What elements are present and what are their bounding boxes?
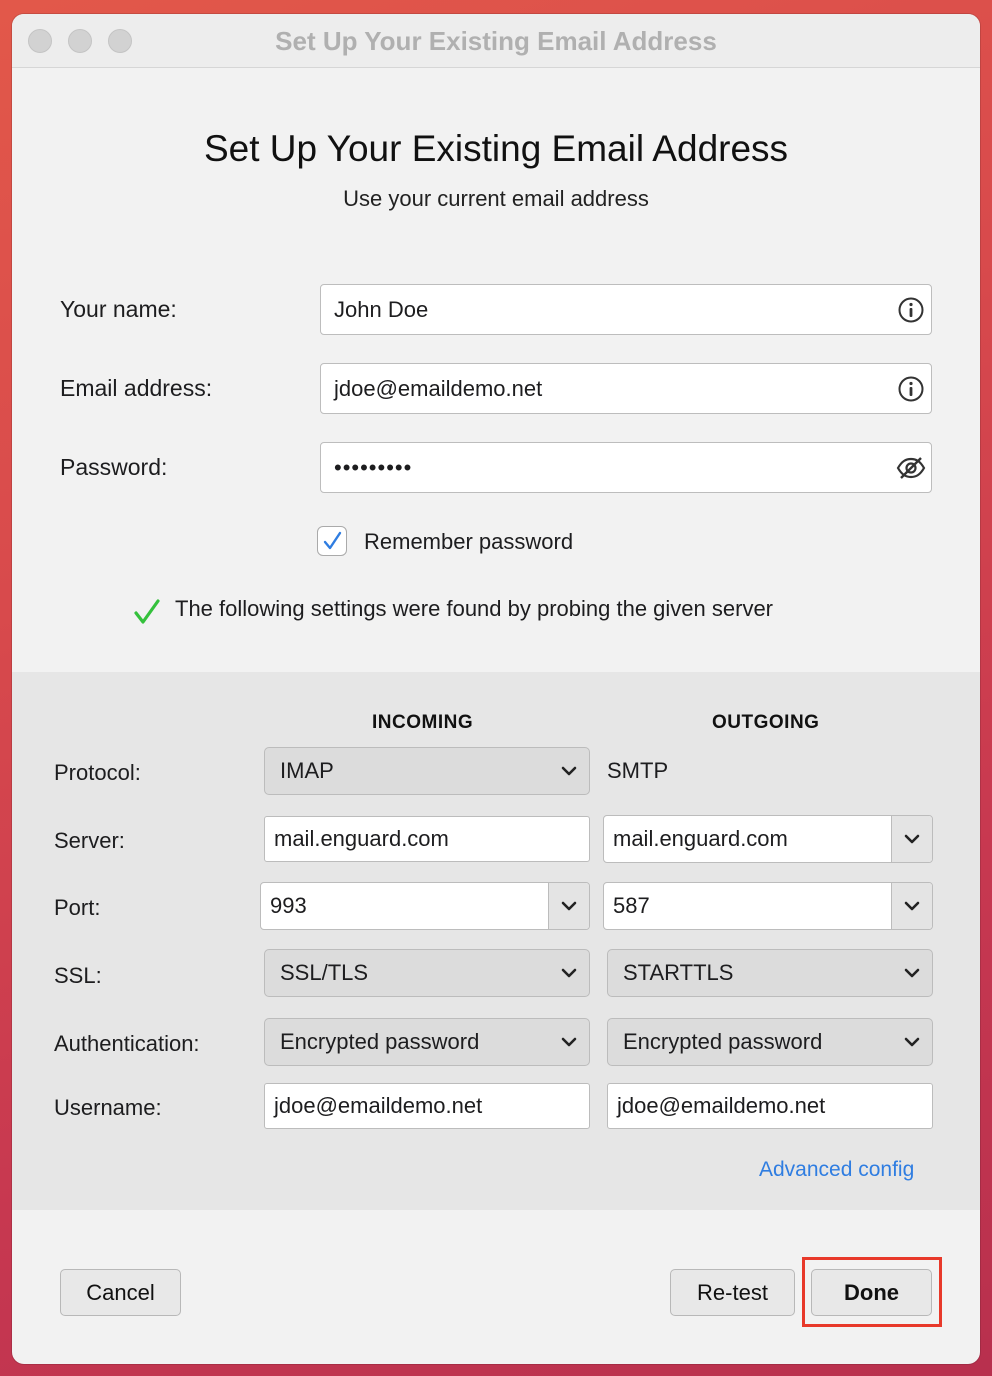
setup-dialog-window [12, 14, 980, 1364]
incoming-protocol-value: IMAP [280, 758, 334, 783]
outgoing-ssl-select[interactable] [607, 949, 933, 997]
info-icon[interactable] [891, 290, 931, 330]
chevron-down-icon [892, 967, 932, 979]
server-settings-panel [12, 672, 980, 1210]
outgoing-header: OUTGOING [712, 712, 820, 733]
incoming-port-combo[interactable] [260, 882, 590, 930]
outgoing-username-input[interactable] [607, 1083, 933, 1129]
protocol-label: Protocol: [54, 760, 141, 785]
username-label: Username: [54, 1095, 162, 1120]
chevron-down-icon[interactable] [891, 816, 932, 862]
retest-button[interactable]: Re-test [670, 1269, 795, 1316]
incoming-ssl-select[interactable] [264, 949, 590, 997]
incoming-username-input[interactable] [264, 1083, 590, 1129]
incoming-server-value: mail.enguard.com [274, 826, 449, 851]
ssl-label: SSL: [54, 963, 102, 988]
incoming-username-value: jdoe@emaildemo.net [274, 1093, 483, 1118]
advanced-config-link[interactable]: Advanced config [759, 1158, 915, 1181]
chevron-down-icon [892, 1036, 932, 1048]
outgoing-server-value: mail.enguard.com [613, 826, 788, 851]
email-label: Email address: [60, 375, 213, 401]
chevron-down-icon[interactable] [548, 883, 589, 929]
port-label: Port: [54, 895, 101, 920]
name-label: Your name: [60, 296, 177, 322]
incoming-ssl-value: SSL/TLS [280, 960, 369, 985]
chevron-down-icon [549, 765, 589, 777]
email-field[interactable] [320, 363, 932, 414]
authentication-label: Authentication: [54, 1031, 200, 1056]
incoming-header: INCOMING [372, 712, 474, 733]
remember-password-label: Remember password [364, 529, 574, 554]
outgoing-username-value: jdoe@emaildemo.net [617, 1093, 826, 1118]
password-label: Password: [60, 454, 168, 480]
incoming-protocol-select[interactable] [264, 747, 590, 795]
checkmark-icon [321, 530, 343, 552]
outgoing-auth-select[interactable] [607, 1018, 933, 1066]
name-value: John Doe [334, 296, 429, 322]
chevron-down-icon [549, 967, 589, 979]
chevron-down-icon[interactable] [891, 883, 932, 929]
title-bar [12, 14, 980, 68]
server-label: Server: [54, 828, 125, 853]
success-check-icon [132, 597, 162, 627]
remember-password-checkbox[interactable] [317, 526, 347, 556]
info-icon[interactable] [891, 369, 931, 409]
name-field[interactable] [320, 284, 932, 335]
outgoing-auth-value: Encrypted password [623, 1029, 823, 1054]
outgoing-port-value: 587 [613, 893, 650, 918]
incoming-port-value: 993 [270, 893, 307, 918]
cancel-button[interactable]: Cancel [60, 1269, 181, 1316]
window-title: Set Up Your Existing Email Address [275, 26, 717, 56]
password-field[interactable] [320, 442, 932, 493]
outgoing-protocol-value: SMTP [607, 758, 669, 783]
email-value: jdoe@emaildemo.net [334, 375, 543, 401]
incoming-auth-select[interactable] [264, 1018, 590, 1066]
done-button[interactable]: Done [811, 1269, 932, 1316]
page-subtitle: Use your current email address [343, 186, 649, 211]
page-title: Set Up Your Existing Email Address [203, 128, 789, 169]
eye-slash-icon[interactable] [891, 448, 931, 488]
chevron-down-icon [549, 1036, 589, 1048]
incoming-server-input[interactable] [264, 816, 590, 862]
outgoing-port-combo[interactable] [603, 882, 933, 930]
password-value: ••••••••• [334, 454, 413, 480]
outgoing-ssl-value: STARTTLS [623, 960, 734, 985]
outgoing-server-combo[interactable] [603, 815, 933, 863]
status-message: The following settings were found by probing the given server [175, 596, 774, 621]
incoming-auth-value: Encrypted password [280, 1029, 480, 1054]
